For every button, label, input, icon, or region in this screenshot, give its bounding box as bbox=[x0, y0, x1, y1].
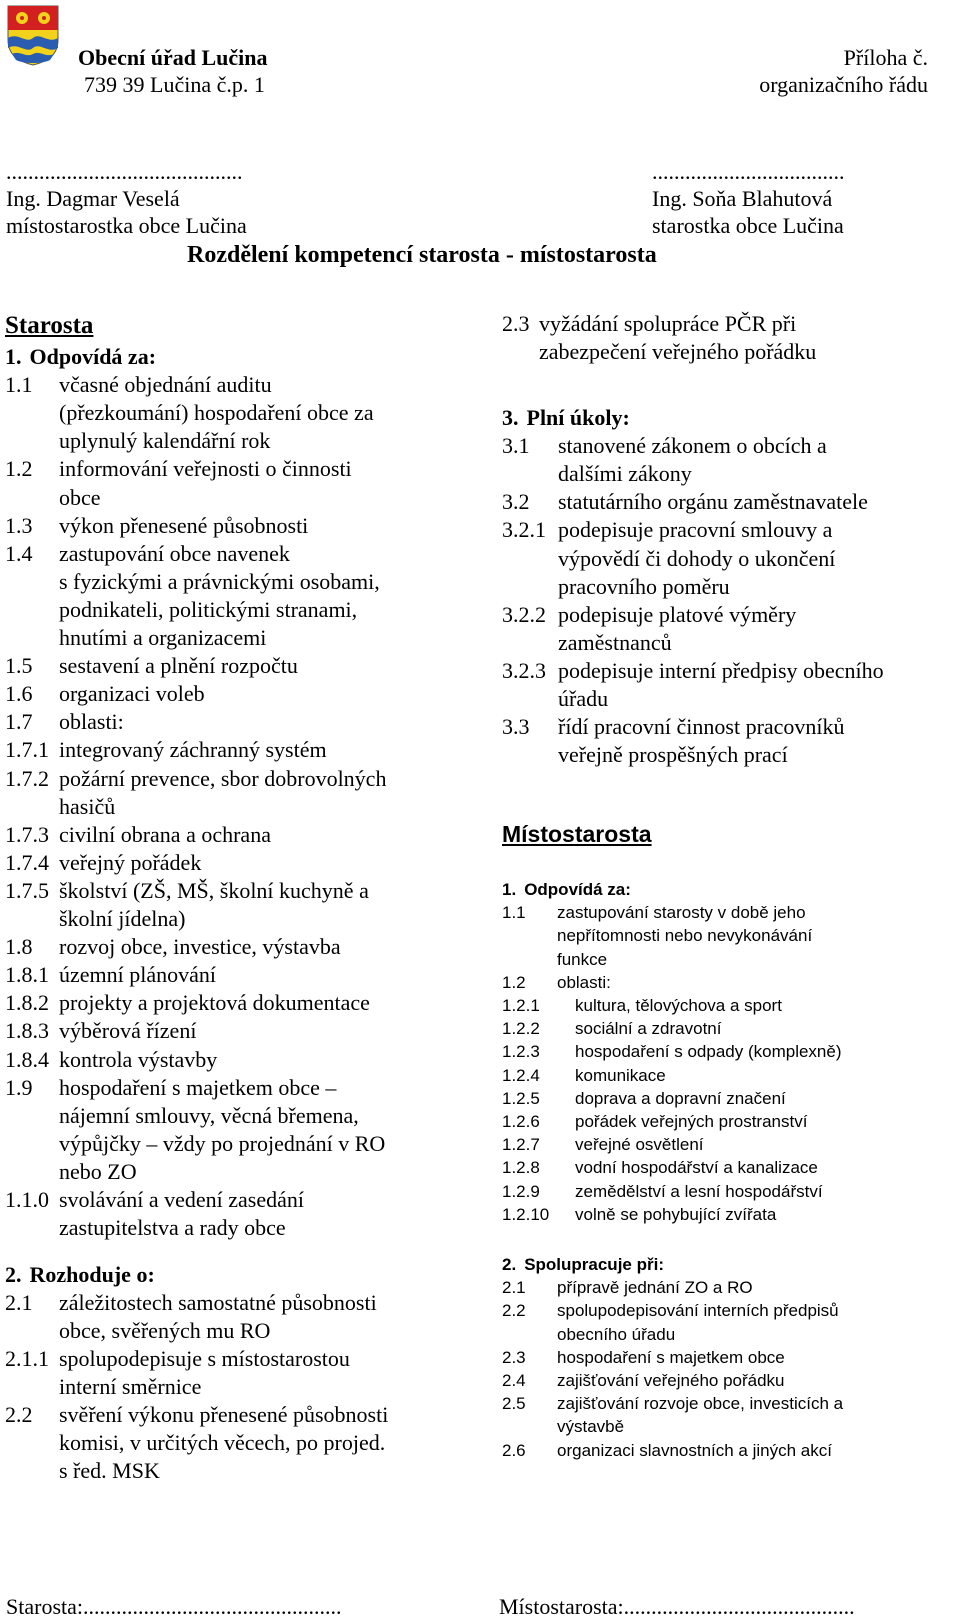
list-item bbox=[502, 629, 672, 657]
item-text: veřejný pořádek bbox=[59, 849, 202, 875]
item-text: doprava a dopravní značení bbox=[575, 1088, 786, 1108]
footer-mistostarosta-signature: Místostarosta:.......................................... bbox=[499, 1594, 855, 1619]
list-item bbox=[502, 1346, 785, 1370]
list-item bbox=[502, 1040, 842, 1064]
item-text: úřadu bbox=[558, 686, 609, 711]
item-text: integrovaný záchranný systém bbox=[59, 737, 327, 763]
item-number: 2.1 bbox=[502, 1278, 526, 1298]
item-number: 3.2.2 bbox=[502, 601, 546, 627]
item-text: Plní úkoly: bbox=[526, 405, 630, 430]
list-item bbox=[502, 685, 608, 713]
item-text: projekty a projektová dokumentace bbox=[59, 990, 370, 1016]
item-number: 1.7.2 bbox=[5, 765, 49, 791]
list-item bbox=[5, 1214, 286, 1242]
list-item bbox=[502, 545, 835, 573]
item-text: výběrová řízení bbox=[59, 1018, 197, 1044]
item-number: 1.2.2 bbox=[502, 1019, 540, 1039]
list-item bbox=[502, 1392, 843, 1416]
item-number: 1.9 bbox=[5, 1074, 33, 1100]
list-item bbox=[5, 540, 290, 568]
item-text: záležitostech samostatné působnosti bbox=[59, 1290, 377, 1315]
item-text: hasičů bbox=[59, 793, 116, 819]
list-item bbox=[502, 1203, 776, 1227]
list-item bbox=[502, 338, 816, 366]
item-text: hospodaření s odpady (komplexně) bbox=[575, 1042, 842, 1062]
item-number: 1.2.8 bbox=[502, 1158, 540, 1178]
item-number: 1.4 bbox=[5, 540, 33, 566]
list-item bbox=[502, 516, 832, 544]
item-number: 1.7.5 bbox=[5, 877, 49, 903]
list-item bbox=[502, 994, 782, 1018]
item-text: veřejné osvětlení bbox=[575, 1135, 704, 1155]
section-heading-mistostarosta: Místostarosta bbox=[502, 821, 652, 847]
item-number: 2.2 bbox=[5, 1402, 33, 1427]
list-item bbox=[5, 427, 270, 455]
list-item bbox=[502, 1276, 753, 1300]
list-item bbox=[502, 432, 827, 460]
list-item bbox=[502, 573, 730, 601]
list-item bbox=[5, 1102, 359, 1130]
item-text: podepisuje platové výměry bbox=[558, 601, 797, 627]
list-item bbox=[5, 877, 369, 905]
list-item bbox=[502, 1299, 839, 1323]
item-number: 3.1 bbox=[502, 433, 530, 459]
item-text: zastupitelstva a rady obce bbox=[59, 1215, 286, 1241]
list-item bbox=[502, 1156, 818, 1180]
item-text: s fyzickými a právnickými osobami, bbox=[59, 568, 380, 594]
item-text: školní jídelna) bbox=[59, 906, 186, 931]
item-text: zastupování starosty v době jeho bbox=[557, 903, 806, 923]
list-item bbox=[5, 905, 185, 933]
list-item bbox=[502, 1133, 704, 1157]
item-text: stanovené zákonem o obcích a bbox=[558, 433, 827, 459]
list-item bbox=[502, 1017, 721, 1041]
list-item bbox=[5, 765, 386, 793]
item-number: 1.1.0 bbox=[5, 1187, 49, 1212]
item-number: 1.2.3 bbox=[502, 1042, 540, 1062]
item-text: statutárního orgánu zaměstnavatele bbox=[558, 489, 868, 515]
list-item bbox=[5, 1261, 155, 1289]
item-number: 2. bbox=[502, 1255, 517, 1274]
item-number: 1.2.5 bbox=[502, 1088, 540, 1108]
list-item bbox=[502, 1064, 666, 1088]
list-item bbox=[502, 1369, 785, 1393]
item-text: řídí pracovní činnost pracovníků bbox=[558, 714, 845, 740]
item-text: sociální a zdravotní bbox=[575, 1019, 722, 1039]
item-text: zajišťování rozvoje obce, investicích a bbox=[557, 1394, 844, 1414]
item-number: 1.7 bbox=[5, 709, 33, 735]
item-text: nájemní smlouvy, věcná břemena, bbox=[59, 1102, 359, 1128]
item-text: interní směrnice bbox=[59, 1374, 202, 1399]
list-item bbox=[5, 736, 327, 764]
org-name: Obecní úřad Lučina bbox=[78, 45, 268, 70]
item-number: 2.6 bbox=[502, 1440, 526, 1460]
item-text: pracovního poměru bbox=[558, 573, 730, 599]
item-number: 1.2.4 bbox=[502, 1065, 540, 1085]
list-item bbox=[502, 601, 796, 629]
item-number: 1.8.3 bbox=[5, 1018, 49, 1044]
list-item bbox=[5, 652, 298, 680]
item-text: podepisuje pracovní smlouvy a bbox=[558, 517, 833, 543]
item-text: spolupodepisování interních předpisů bbox=[557, 1301, 839, 1321]
list-item bbox=[502, 924, 812, 948]
list-item bbox=[502, 488, 868, 516]
item-text: zaměstnanců bbox=[558, 629, 672, 655]
item-text: pořádek veřejných prostranství bbox=[575, 1112, 808, 1131]
item-text: oblasti: bbox=[59, 709, 124, 735]
item-text: zastupování obce navenek bbox=[59, 540, 290, 566]
signatory-left-name: Ing. Dagmar Veselá bbox=[6, 186, 180, 211]
list-item bbox=[5, 568, 380, 596]
item-text: podepisuje interní předpisy obecního bbox=[558, 657, 884, 683]
item-number: 3. bbox=[502, 405, 519, 430]
list-item bbox=[5, 512, 308, 540]
item-text: rozvoj obce, investice, výstavba bbox=[59, 934, 341, 960]
item-text: dalšími zákony bbox=[558, 461, 692, 487]
list-item bbox=[502, 1253, 664, 1277]
item-number: 1.2.1 bbox=[502, 996, 540, 1015]
item-text: s řed. MSK bbox=[59, 1458, 160, 1483]
signature-line-left: ........................................... bbox=[6, 159, 243, 184]
item-text: obecního úřadu bbox=[557, 1324, 676, 1344]
item-number: 1.2.9 bbox=[502, 1181, 540, 1201]
item-number: 1.8.4 bbox=[5, 1046, 49, 1072]
item-text: zajišťování veřejného pořádku bbox=[557, 1371, 785, 1390]
item-text: obce bbox=[59, 484, 101, 510]
list-item bbox=[5, 1429, 385, 1457]
item-text: kontrola výstavby bbox=[59, 1046, 218, 1072]
item-text: podnikateli, politickými stranami, bbox=[59, 596, 358, 622]
item-number: 1.7.1 bbox=[5, 737, 49, 763]
item-number: 1.8 bbox=[5, 934, 33, 960]
list-item bbox=[502, 971, 611, 995]
list-item bbox=[5, 1457, 160, 1485]
item-text: svěření výkonu přenesené působnosti bbox=[59, 1402, 389, 1427]
item-text: obce, svěřených mu RO bbox=[59, 1318, 271, 1343]
item-number: 1.1 bbox=[5, 372, 33, 398]
item-text: včasné objednání auditu bbox=[59, 372, 272, 398]
item-number: 1.8.1 bbox=[5, 962, 49, 988]
signature-line-right: ................................... bbox=[652, 159, 845, 184]
list-item bbox=[502, 901, 806, 925]
item-text: funkce bbox=[557, 949, 608, 969]
item-text: uplynulý kalendářní rok bbox=[59, 428, 271, 454]
item-number: 2.4 bbox=[502, 1371, 526, 1390]
list-item bbox=[502, 741, 788, 769]
list-item bbox=[5, 1046, 217, 1074]
item-text: zemědělství a lesní hospodářství bbox=[575, 1181, 823, 1201]
item-text: organizaci slavnostních a jiných akcí bbox=[557, 1440, 832, 1460]
item-number: 2.1 bbox=[5, 1290, 33, 1315]
item-number: 2.3 bbox=[502, 311, 530, 336]
item-text: Odpovídá za: bbox=[524, 880, 631, 899]
item-text: civilní obrana a ochrana bbox=[59, 821, 271, 847]
item-text: výstavbě bbox=[557, 1417, 625, 1437]
item-text: požární prevence, sbor dobrovolných bbox=[59, 765, 387, 791]
item-text: nebo ZO bbox=[59, 1158, 137, 1184]
item-text: výpovědí či dohody o ukončení bbox=[558, 545, 836, 571]
list-item bbox=[5, 989, 370, 1017]
item-number: 1. bbox=[5, 344, 22, 369]
item-text: hospodaření s majetkem obce bbox=[557, 1347, 785, 1367]
item-text: nepřítomnosti nebo nevykonávání bbox=[557, 926, 813, 946]
list-item bbox=[5, 821, 271, 849]
item-text: výpůjčky – vždy po projednání v RO bbox=[59, 1130, 386, 1156]
list-item bbox=[5, 849, 201, 877]
item-number: 1.1 bbox=[502, 903, 526, 923]
list-item bbox=[502, 878, 631, 902]
item-text: přípravě jednání ZO a RO bbox=[557, 1278, 753, 1298]
section-heading-starosta: Starosta bbox=[5, 312, 94, 339]
list-item bbox=[502, 1087, 786, 1111]
item-text: volně se pohybující zvířata bbox=[575, 1204, 777, 1224]
list-item bbox=[502, 1110, 807, 1134]
item-text: oblasti: bbox=[557, 972, 611, 992]
list-item bbox=[5, 1401, 388, 1429]
signatory-right-name: Ing. Soňa Blahutová bbox=[652, 186, 833, 211]
list-item bbox=[502, 948, 607, 972]
page-title: Rozdělení kompetencí starosta - místostarosta bbox=[187, 242, 657, 268]
signatory-right-role: starostka obce Lučina bbox=[652, 213, 844, 238]
item-text: (přezkoumání) hospodaření obce za bbox=[59, 400, 374, 426]
item-text: územní plánování bbox=[59, 962, 217, 988]
list-item bbox=[502, 1180, 823, 1204]
list-item bbox=[5, 708, 124, 736]
list-item bbox=[5, 961, 216, 989]
list-item bbox=[502, 404, 630, 432]
list-item bbox=[5, 624, 266, 652]
item-number: 2.5 bbox=[502, 1394, 526, 1414]
item-number: 1.7.3 bbox=[5, 821, 49, 847]
item-number: 2.1.1 bbox=[5, 1346, 49, 1371]
list-item bbox=[5, 793, 115, 821]
list-item bbox=[5, 680, 205, 708]
list-item bbox=[5, 1158, 137, 1186]
list-item bbox=[5, 1289, 377, 1317]
item-text: veřejně prospěšných prací bbox=[558, 742, 788, 768]
list-item bbox=[502, 1415, 624, 1439]
item-number: 1.2.6 bbox=[502, 1112, 540, 1131]
item-number: 2.2 bbox=[502, 1301, 526, 1321]
item-text: hospodaření s majetkem obce – bbox=[59, 1074, 337, 1100]
item-text: školství (ZŠ, MŠ, školní kuchyně a bbox=[59, 877, 369, 903]
item-number: 1.8.2 bbox=[5, 990, 49, 1016]
list-item bbox=[5, 1345, 350, 1373]
item-number: 3.2.1 bbox=[502, 517, 546, 543]
list-item bbox=[5, 596, 357, 624]
item-number: 1.2 bbox=[5, 456, 33, 482]
footer-starosta-signature: Starosta:............................................... bbox=[6, 1594, 342, 1619]
list-item bbox=[5, 399, 374, 427]
item-text: zabezpečení veřejného pořádku bbox=[539, 339, 817, 364]
signatory-left-role: místostarostka obce Lučina bbox=[6, 213, 247, 238]
appendix-line-1: Příloha č. bbox=[843, 45, 928, 70]
list-item bbox=[5, 933, 341, 961]
item-number: 1. bbox=[502, 880, 517, 899]
list-item bbox=[502, 310, 796, 338]
list-item bbox=[5, 1074, 336, 1102]
item-text: komisi, v určitých věcech, po projed. bbox=[59, 1430, 386, 1455]
item-text: vyžádání spolupráce PČR při bbox=[539, 311, 797, 336]
item-number: 1.3 bbox=[5, 512, 33, 538]
list-item bbox=[502, 460, 692, 488]
item-text: organizaci voleb bbox=[59, 681, 205, 707]
list-item bbox=[502, 657, 884, 685]
item-text: vodní hospodářství a kanalizace bbox=[575, 1158, 818, 1178]
item-text: Rozhoduje o: bbox=[29, 1262, 155, 1287]
item-text: svolávání a vedení zasedání bbox=[59, 1187, 304, 1212]
item-number: 2.3 bbox=[502, 1347, 526, 1367]
list-item bbox=[5, 455, 352, 483]
list-item bbox=[5, 1373, 201, 1401]
list-item bbox=[5, 1317, 270, 1345]
item-number: 1.2.10 bbox=[502, 1204, 550, 1224]
list-item bbox=[502, 713, 845, 741]
item-number: 2. bbox=[5, 1262, 22, 1287]
org-address: 739 39 Lučina č.p. 1 bbox=[84, 72, 265, 97]
item-text: komunikace bbox=[575, 1065, 666, 1085]
list-item bbox=[5, 484, 101, 512]
item-number: 1.6 bbox=[5, 681, 33, 707]
item-number: 1.2.7 bbox=[502, 1135, 540, 1155]
item-text: hnutími a organizacemi bbox=[59, 625, 267, 650]
item-number: 3.3 bbox=[502, 714, 530, 740]
item-text: Odpovídá za: bbox=[29, 344, 157, 369]
item-number: 1.7.4 bbox=[5, 849, 49, 875]
list-item bbox=[5, 1130, 385, 1158]
item-number: 1.2 bbox=[502, 972, 526, 992]
item-text: kultura, tělovýchova a sport bbox=[575, 996, 782, 1015]
item-text: Spolupracuje při: bbox=[524, 1255, 664, 1274]
list-item bbox=[5, 1186, 304, 1214]
list-item bbox=[502, 1439, 832, 1463]
list-item bbox=[502, 1323, 675, 1347]
item-number: 3.2 bbox=[502, 489, 530, 515]
item-text: informování veřejnosti o činnosti bbox=[59, 456, 352, 482]
list-item bbox=[5, 1017, 196, 1045]
item-text: sestavení a plnění rozpočtu bbox=[59, 653, 298, 679]
item-text: spolupodepisuje s místostarostou bbox=[59, 1346, 350, 1371]
item-number: 3.2.3 bbox=[502, 657, 546, 683]
appendix-line-2: organizačního řádu bbox=[759, 72, 928, 97]
list-item bbox=[5, 343, 156, 371]
list-item bbox=[5, 371, 272, 399]
municipality-coat-of-arms bbox=[6, 4, 60, 66]
item-text: výkon přenesené působnosti bbox=[59, 512, 309, 538]
item-number: 1.5 bbox=[5, 653, 33, 679]
